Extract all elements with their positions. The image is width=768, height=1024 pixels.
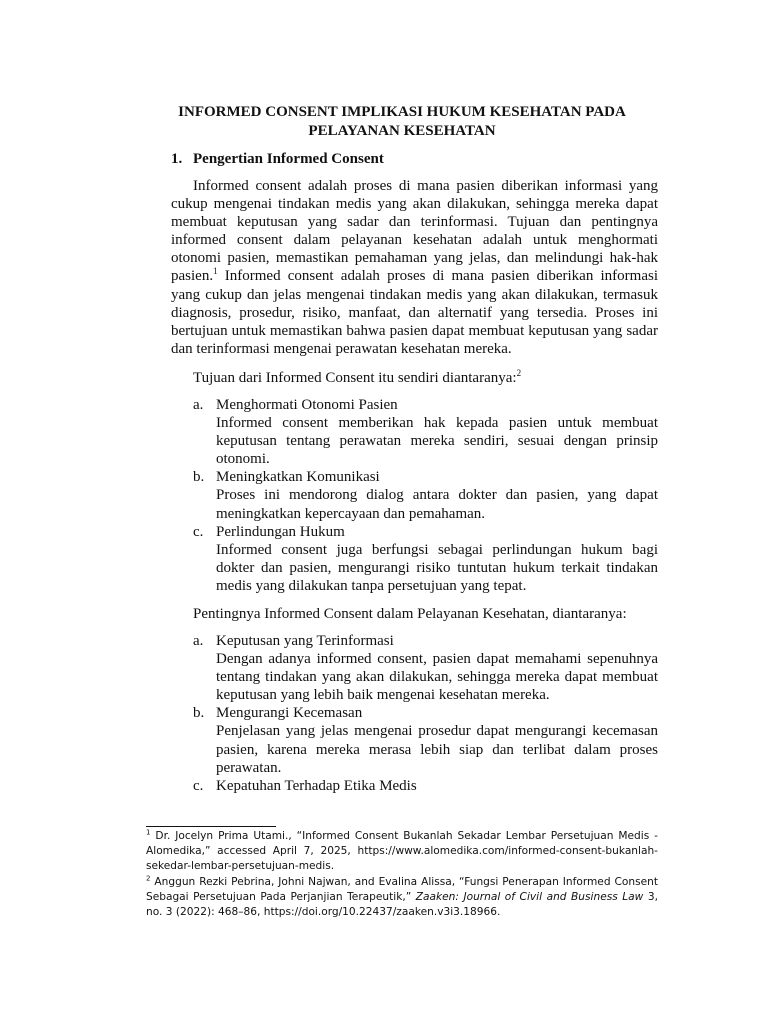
list-item <box>171 523 658 595</box>
list-item-description: Dengan adanya informed consent, pasien dapat memahami sepenuhnya tentang tindakan yang akan dilakukan, sehingga mereka dapat membuat keputusan yang lebih baik mengenai kesehatan mereka. <box>216 651 658 704</box>
list-item-heading: Perlindungan Hukum <box>216 523 345 540</box>
footnote-ref-1[interactable]: 1 <box>213 266 218 277</box>
footnotes <box>146 829 658 920</box>
footnote-1 <box>146 829 658 875</box>
footnote-ref-2[interactable]: 2 <box>516 368 522 378</box>
section-number: 1. <box>171 151 183 167</box>
purpose-intro <box>193 369 521 387</box>
footnote-text-tail: 3, no. 3 (2022): 468–86, https://doi.org/10.22437/zaaken.v3i3.18966. <box>146 890 658 919</box>
list-marker: a. <box>193 633 204 649</box>
purpose-intro-text: Tujuan dari Informed Consent itu sendiri diantaranya: <box>193 370 517 386</box>
footnote-text: Dr. Jocelyn Prima Utami., “Informed Consent Bukanlah Sekadar Lembar Persetujuan Medis - Alomedika,” accessed April 7, 2025, https://www.alomedika.com/informed-consent-bukanlah-sekedar-lembar-persetujuan-medis. <box>146 830 658 873</box>
section-heading <box>171 150 384 169</box>
footnote-journal-title: Zaaken: Journal of Civil and Business Law <box>415 890 644 903</box>
list-item-description: Penjelasan yang jelas mengenai prosedur dapat mengurangi kecemasan pasien, karena mereka merasa lebih siap dan terlibat dalam proses perawatan. <box>216 723 658 776</box>
importance-intro: Pentingnya Informed Consent dalam Pelayanan Kesehatan, diantaranya: <box>193 606 627 622</box>
footnote-separator <box>146 826 276 827</box>
list-item-heading: Menghormati Otonomi Pasien <box>216 397 398 413</box>
intro-text-part2: Informed consent adalah proses di mana pasien diberikan informasi yang cukup dan jelas mengenai tindakan medis yang akan dilakukan, termasuk diagnosis, prosedur, risiko, manfaat, dan alternatif yang tersedia. Proses ini bertujuan untuk memastikan bahwa pasien dapat membuat keputusan yang sadar dan terinformasi mengenai perawatan kesehatan mereka. <box>171 268 658 357</box>
list-item <box>171 468 658 522</box>
footnote-number: 1 <box>146 828 151 837</box>
list-item <box>171 632 658 704</box>
list-marker: b. <box>193 469 205 486</box>
list-item-description: Proses ini mendorong dialog antara dokter dan pasien, yang dapat meningkatkan kepercayaan dan pemahaman. <box>216 487 658 522</box>
intro-text-part1: Informed consent adalah proses di mana pasien diberikan informasi yang cukup mengenai tindakan medis yang akan dilakukan, sehingga mereka dapat membuat keputusan yang sadar dan terinformasi. Tujuan dan pentingnya informed consent dalam pelayanan kesehatan adalah untuk menghormati otonomi pasien, memastikan pemahaman yang jelas, dan melindungi hak-hak pasien. <box>171 178 658 285</box>
footnote-2 <box>146 875 658 921</box>
intro-paragraph <box>171 177 658 358</box>
footnote-number: 2 <box>146 874 151 883</box>
section-title: Pengertian Informed Consent <box>193 151 384 167</box>
list-marker: c. <box>193 777 204 794</box>
list-item-description: Informed consent juga berfungsi sebagai perlindungan hukum bagi dokter dan pasien, mengurangi risiko tuntutan hukum terkait tindakan medis yang dilakukan tanpa persetujuan yang tepat. <box>216 541 658 594</box>
list-item <box>171 396 658 468</box>
purpose-list <box>171 396 658 595</box>
list-item-heading: Meningkatkan Komunikasi <box>216 469 380 486</box>
list-marker: c. <box>193 523 204 540</box>
list-marker: b. <box>193 705 205 722</box>
document-title: INFORMED CONSENT IMPLIKASI HUKUM KESEHATAN PADA PELAYANAN KESEHATAN <box>178 104 626 139</box>
list-item-description: Informed consent memberikan hak kepada pasien untuk membuat keputusan tentang perawatan mereka sendiri, sesuai dengan prinsip otonomi. <box>216 415 658 468</box>
list-marker: a. <box>193 397 204 413</box>
list-item-heading: Mengurangi Kecemasan <box>216 705 363 722</box>
list-item-heading: Kepatuhan Terhadap Etika Medis <box>216 777 417 794</box>
list-item-heading: Keputusan yang Terinformasi <box>216 633 394 649</box>
list-item <box>171 777 658 795</box>
list-item <box>171 704 658 776</box>
footnote-text: Anggun Rezki Pebrina, Johni Najwan, and Evalina Alissa, “Fungsi Penerapan Informed Consent Sebagai Persetujuan Pada Perjanjian Terapeutik,” <box>146 875 658 903</box>
importance-list <box>171 632 658 795</box>
